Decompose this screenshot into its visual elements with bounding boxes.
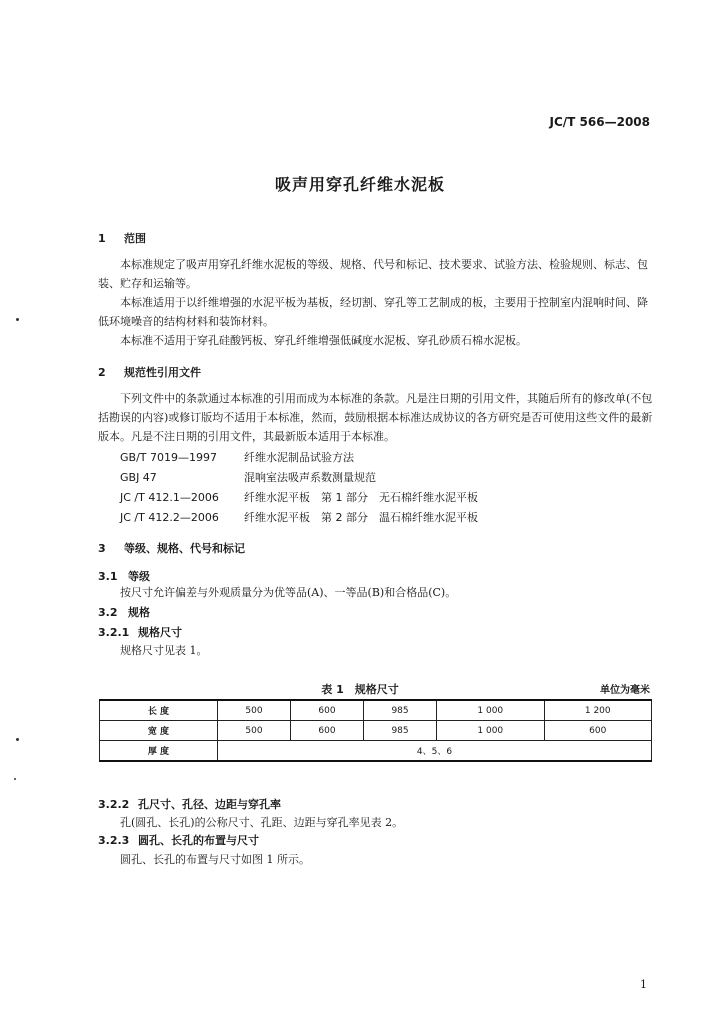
table-cell: 985 (364, 700, 437, 721)
reference-code: GBJ 47 (120, 471, 157, 484)
table-cell: 500 (218, 721, 291, 741)
table-cell: 600 (544, 721, 652, 741)
section-number: 1 (98, 232, 106, 245)
section-title: 规范性引用文件 (124, 366, 201, 379)
row-header: 长 度 (100, 700, 218, 721)
section-title: 圆孔、长孔的布置与尺寸 (138, 834, 259, 847)
page-number: 1 (640, 978, 647, 991)
section-number: 3.2.1 (98, 626, 130, 639)
reference-title: 纤维水泥平板 第 2 部分 温石棉纤维水泥平板 (244, 511, 478, 524)
scan-mark (16, 318, 19, 321)
reference-title: 混响室法吸声系数测量规范 (244, 471, 376, 484)
section-title: 等级 (128, 570, 150, 583)
table-cell-merged: 4、5、6 (218, 741, 652, 762)
section-3-2-heading (98, 604, 150, 620)
table-row (100, 741, 652, 762)
section-1-heading (98, 230, 146, 246)
section-3-2-3-heading (98, 832, 259, 848)
standard-code: JC/T 566—2008 (549, 115, 650, 129)
paragraph: 本标准规定了吸声用穿孔纤维水泥板的等级、规格、代号和标记、技术要求、试验方法、检验规则、标志、包装、贮存和运输等。 (98, 258, 648, 290)
table-row (100, 721, 652, 741)
section-title: 规格 (128, 606, 150, 619)
paragraph: 本标准适用于以纤维增强的水泥平板为基板，经切割、穿孔等工艺制成的板，主要用于控制室内混响时间、降低环境噪音的结构材料和装饰材料。 (98, 296, 648, 328)
reference-title: 纤维水泥平板 第 1 部分 无石棉纤维水泥平板 (244, 491, 478, 504)
section-title: 等级、规格、代号和标记 (124, 542, 245, 555)
paragraph: 圆孔、长孔的布置与尺寸如图 1 所示。 (120, 853, 310, 866)
reference-code: GB/T 7019—1997 (120, 451, 217, 464)
reference-item (120, 509, 478, 525)
reference-code: JC /T 412.2—2006 (120, 511, 219, 524)
reference-item (120, 469, 376, 485)
paragraph: 按尺寸允许偏差与外观质量分为优等品(A)、一等品(B)和合格品(C)。 (120, 586, 457, 599)
section-number: 3.2.2 (98, 798, 130, 811)
table-cell: 1 200 (544, 700, 652, 721)
table-cell: 1 000 (437, 721, 544, 741)
section-3-2-1-heading (98, 624, 182, 640)
section-title: 范围 (124, 232, 146, 245)
section-number: 3 (98, 542, 106, 555)
scan-mark (14, 778, 16, 780)
table-cell: 985 (364, 721, 437, 741)
table-caption: 表 1 规格尺寸 (321, 683, 399, 696)
section-3-heading (98, 540, 245, 556)
paragraph: 孔(圆孔、长孔)的公称尺寸、孔距、边距与穿孔率见表 2。 (120, 816, 404, 829)
table-row (100, 700, 652, 721)
size-table (99, 699, 652, 762)
reference-title: 纤维水泥制品试验方法 (244, 451, 354, 464)
section-3-2-2-heading (98, 796, 281, 812)
paragraph: 本标准不适用于穿孔硅酸钙板、穿孔纤维增强低碱度水泥板、穿孔砂质石棉水泥板。 (120, 334, 527, 347)
section-2-heading (98, 364, 201, 380)
scan-mark (16, 738, 19, 741)
row-header: 宽 度 (100, 721, 218, 741)
reference-item (120, 489, 478, 505)
table-cell: 600 (291, 700, 364, 721)
document-title: 吸声用穿孔纤维水泥板 (274, 175, 445, 194)
section-number: 3.2.3 (98, 834, 130, 847)
reference-code: JC /T 412.1—2006 (120, 491, 219, 504)
table-cell: 1 000 (437, 700, 544, 721)
section-number: 3.1 (98, 570, 118, 583)
section-number: 3.2 (98, 606, 118, 619)
section-3-1-heading (98, 568, 150, 584)
row-header: 厚 度 (100, 741, 218, 762)
section-number: 2 (98, 366, 106, 379)
table-cell: 500 (218, 700, 291, 721)
reference-item (120, 449, 354, 465)
table-unit: 单位为毫米 (600, 685, 650, 696)
table-cell: 600 (291, 721, 364, 741)
section-title: 规格尺寸 (138, 626, 182, 639)
section-title: 孔尺寸、孔径、边距与穿孔率 (138, 798, 281, 811)
paragraph: 规格尺寸见表 1。 (120, 644, 208, 657)
paragraph: 下列文件中的条款通过本标准的引用而成为本标准的条款。凡是注日期的引用文件，其随后所有的修改单(不包括勘误的内容)或修订版均不适用于本标准，然而，鼓励根据本标准达成协议的各方研究是否可使用这些文件的最新版本。凡是不注日期的引用文件，其最新版本适用于本标准。 (98, 392, 653, 443)
